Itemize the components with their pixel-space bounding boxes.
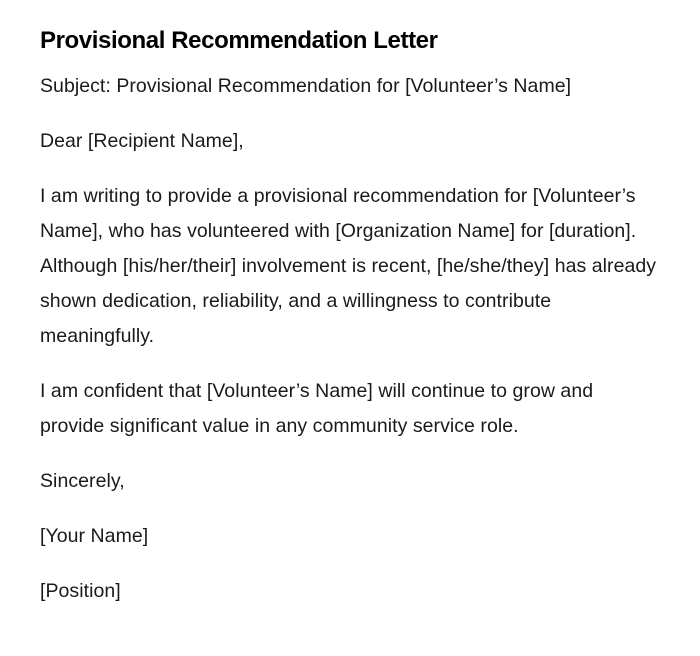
signature-name: [Your Name] xyxy=(40,525,149,547)
subject-line: Subject: Provisional Recommendation for [Volunteer’s Name] xyxy=(40,75,572,97)
document-title: Provisional Recommendation Letter xyxy=(40,27,438,54)
salutation: Dear [Recipient Name], xyxy=(40,130,244,152)
body-paragraph-1: I am writing to provide a provisional recommendation for [Volunteer’s Name], who has volunteered with [Organization Name] for [duration]. Although [his/her/their] involvement is recent, [he/she/they] has already shown dedication, reliability, and a willingness to contribute meaningfully. xyxy=(40,185,657,347)
body-paragraph-2: I am confident that [Volunteer’s Name] will continue to grow and provide significant value in any community service role. xyxy=(40,380,594,437)
closing: Sincerely, xyxy=(40,470,125,492)
signature-position: [Position] xyxy=(40,580,121,602)
